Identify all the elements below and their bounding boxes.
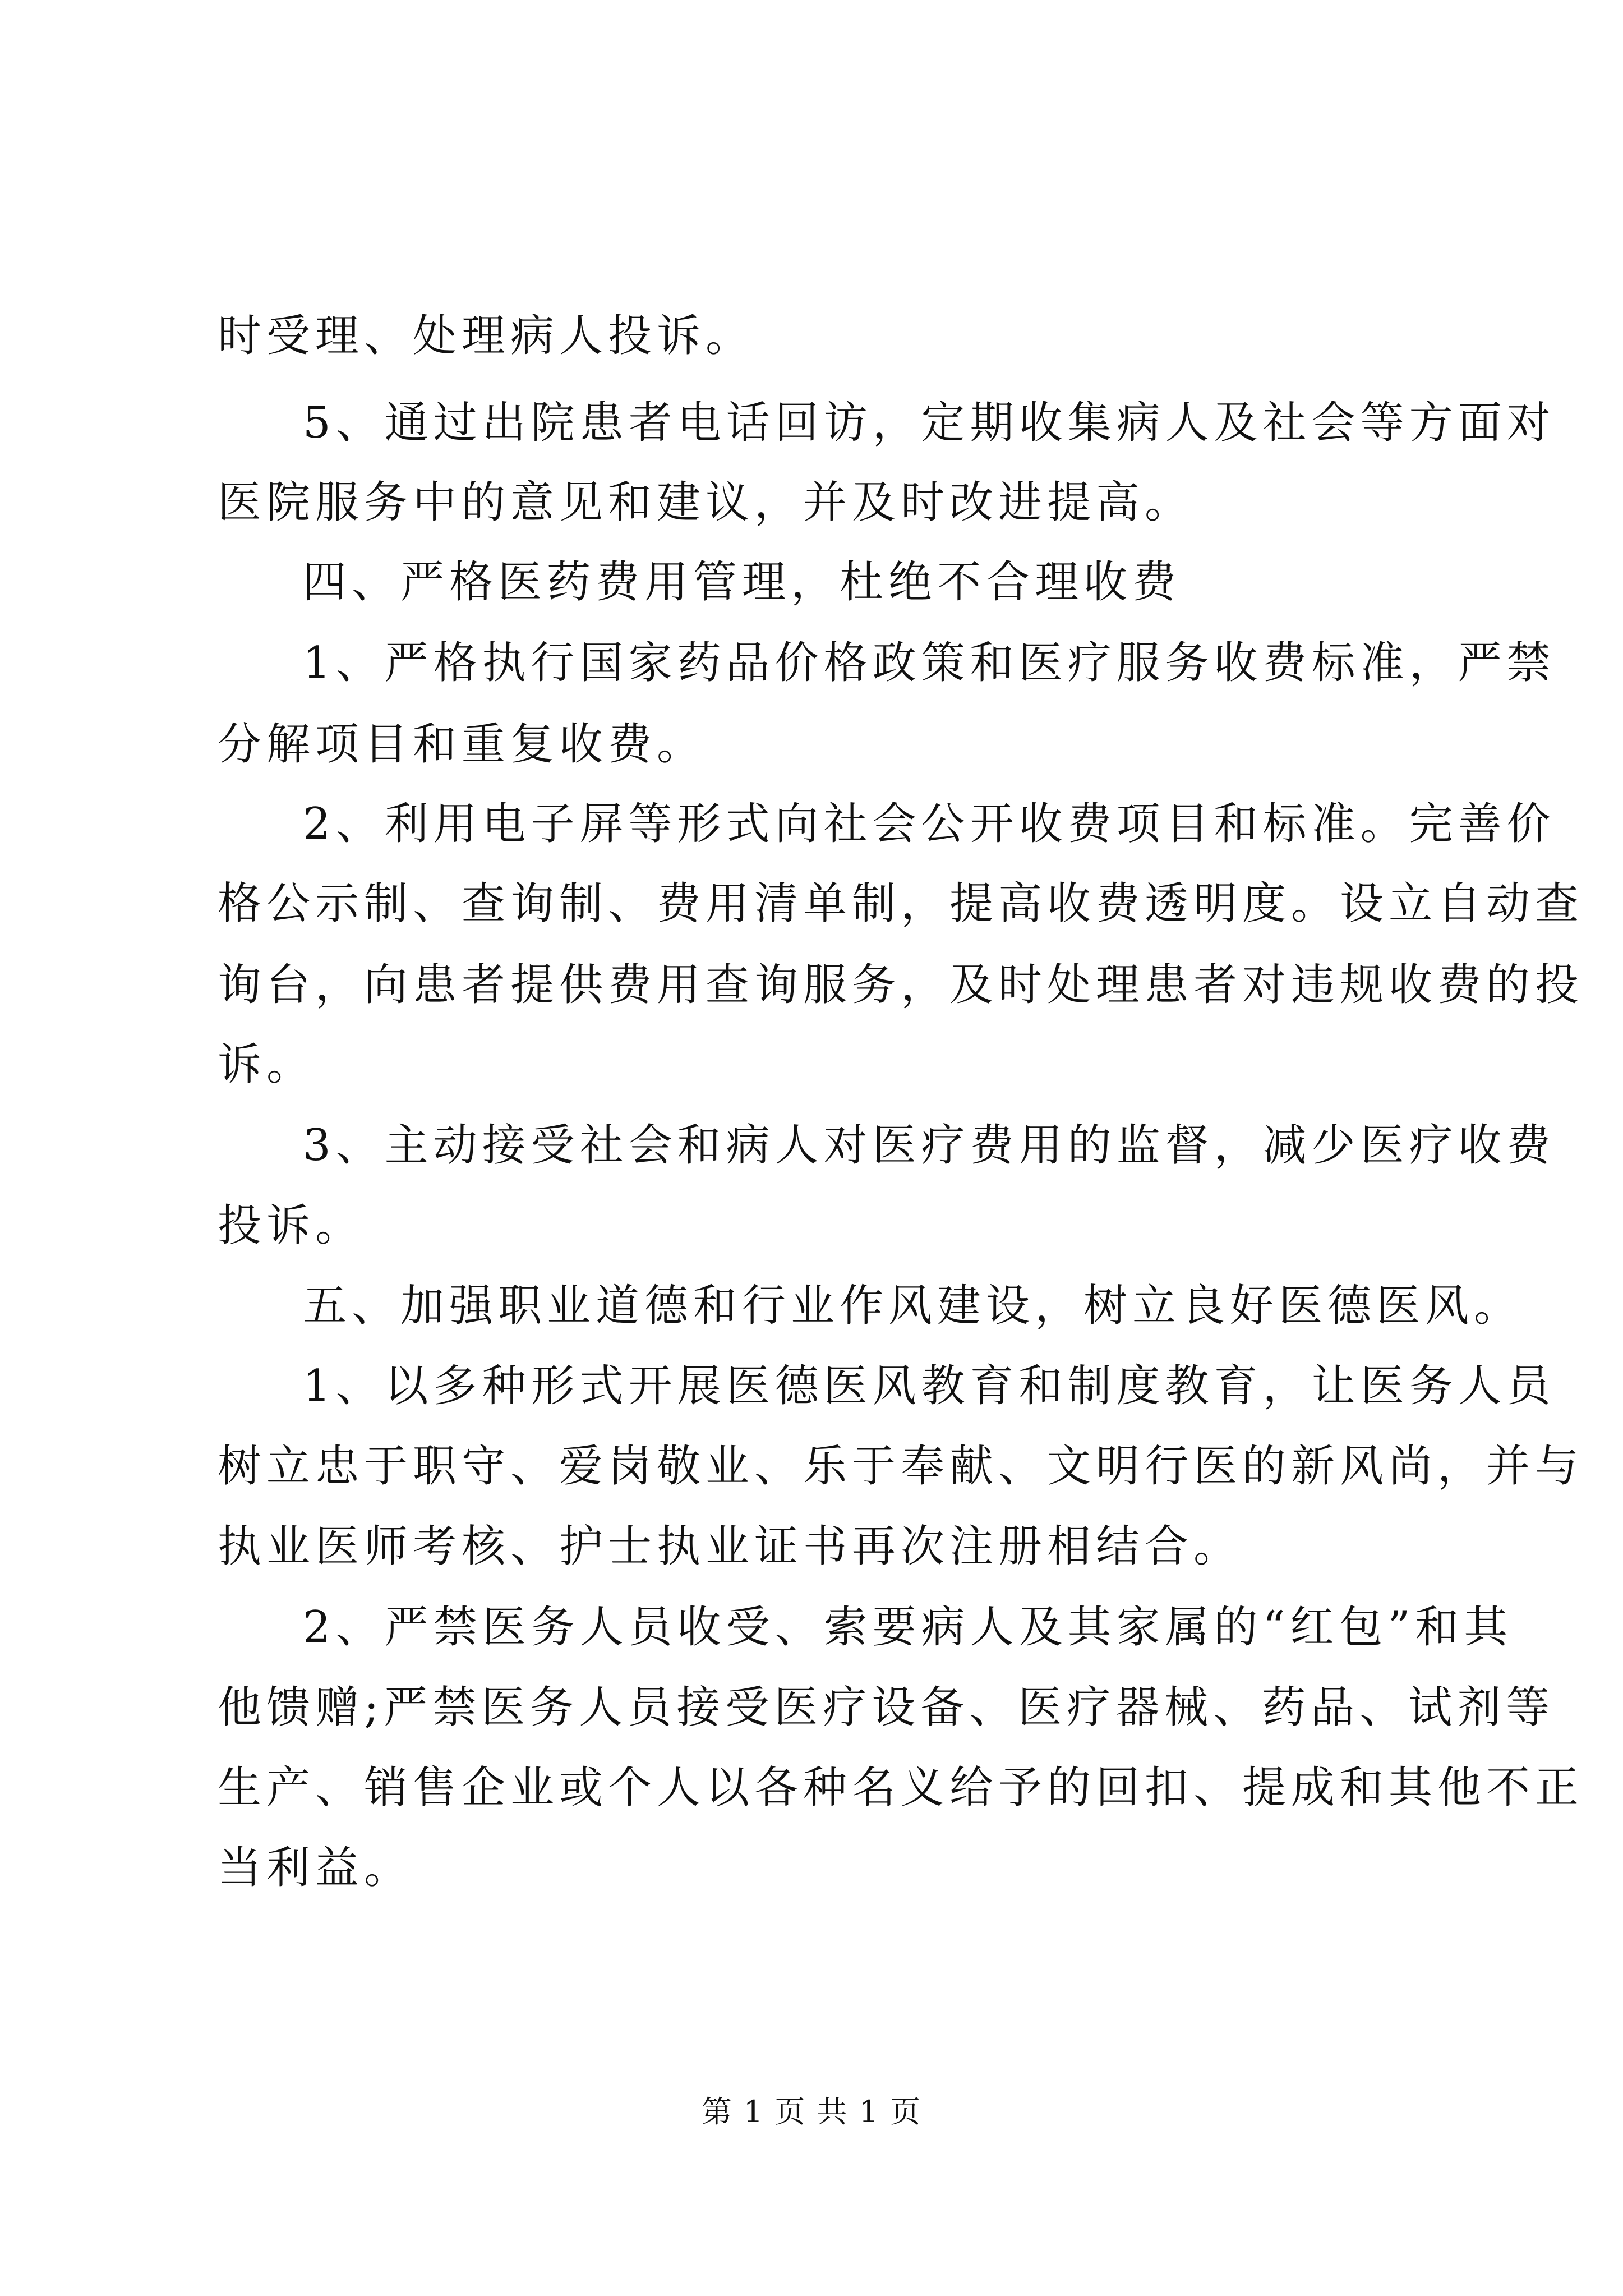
page-number-footer: 第 1 页 共 1 页 <box>701 2094 922 2129</box>
text-line: 2、严禁医务人员收受、索要病人及其家属的“红包”和其 <box>303 1602 1513 1653</box>
text-line: 生产、销售企业或个人以各种名义给予的回扣、提成和其他不正 <box>218 1763 1584 1813</box>
text-line: 格公示制、查询制、费用清单制，提高收费透明度。设立自动查 <box>218 878 1584 929</box>
section-heading: 五、加强职业道德和行业作风建设，树立良好医德医风。 <box>303 1281 1523 1331</box>
text-line: 分解项目和重复收费。 <box>218 719 706 770</box>
text-line: 询台，向患者提供费用查询服务，及时处理患者对违规收费的投 <box>218 960 1584 1010</box>
text-line: 当利益。 <box>218 1843 413 1893</box>
section-heading: 四、严格医药费用管理，杜绝不合理收费 <box>303 557 1182 608</box>
text-line: 3、主动接受社会和病人对医疗费用的监督，减少医疗收费 <box>303 1120 1556 1171</box>
text-line: 诉。 <box>218 1039 316 1090</box>
text-line: 他馈赠;严禁医务人员接受医疗设备、医疗器械、药品、试剂等 <box>218 1682 1555 1733</box>
text-line: 1、以多种形式开展医德医风教育和制度教育，让医务人员 <box>303 1361 1556 1411</box>
text-line: 5、通过出院患者电话回访，定期收集病人及社会等方面对 <box>303 398 1556 448</box>
text-line: 投诉。 <box>218 1200 365 1251</box>
text-line: 时受理、处理病人投诉。 <box>218 311 755 361</box>
text-line: 执业医师考核、护士执业证书再次注册相结合。 <box>218 1521 1243 1572</box>
text-line: 2、利用电子屏等形式向社会公开收费项目和标准。完善价 <box>303 799 1556 849</box>
text-line: 医院服务中的意见和建议，并及时改进提高。 <box>218 477 1194 528</box>
text-line: 1、严格执行国家药品价格政策和医疗服务收费标准，严禁 <box>303 638 1556 688</box>
text-line: 树立忠于职守、爱岗敬业、乐于奉献、文明行医的新风尚，并与 <box>218 1441 1584 1492</box>
